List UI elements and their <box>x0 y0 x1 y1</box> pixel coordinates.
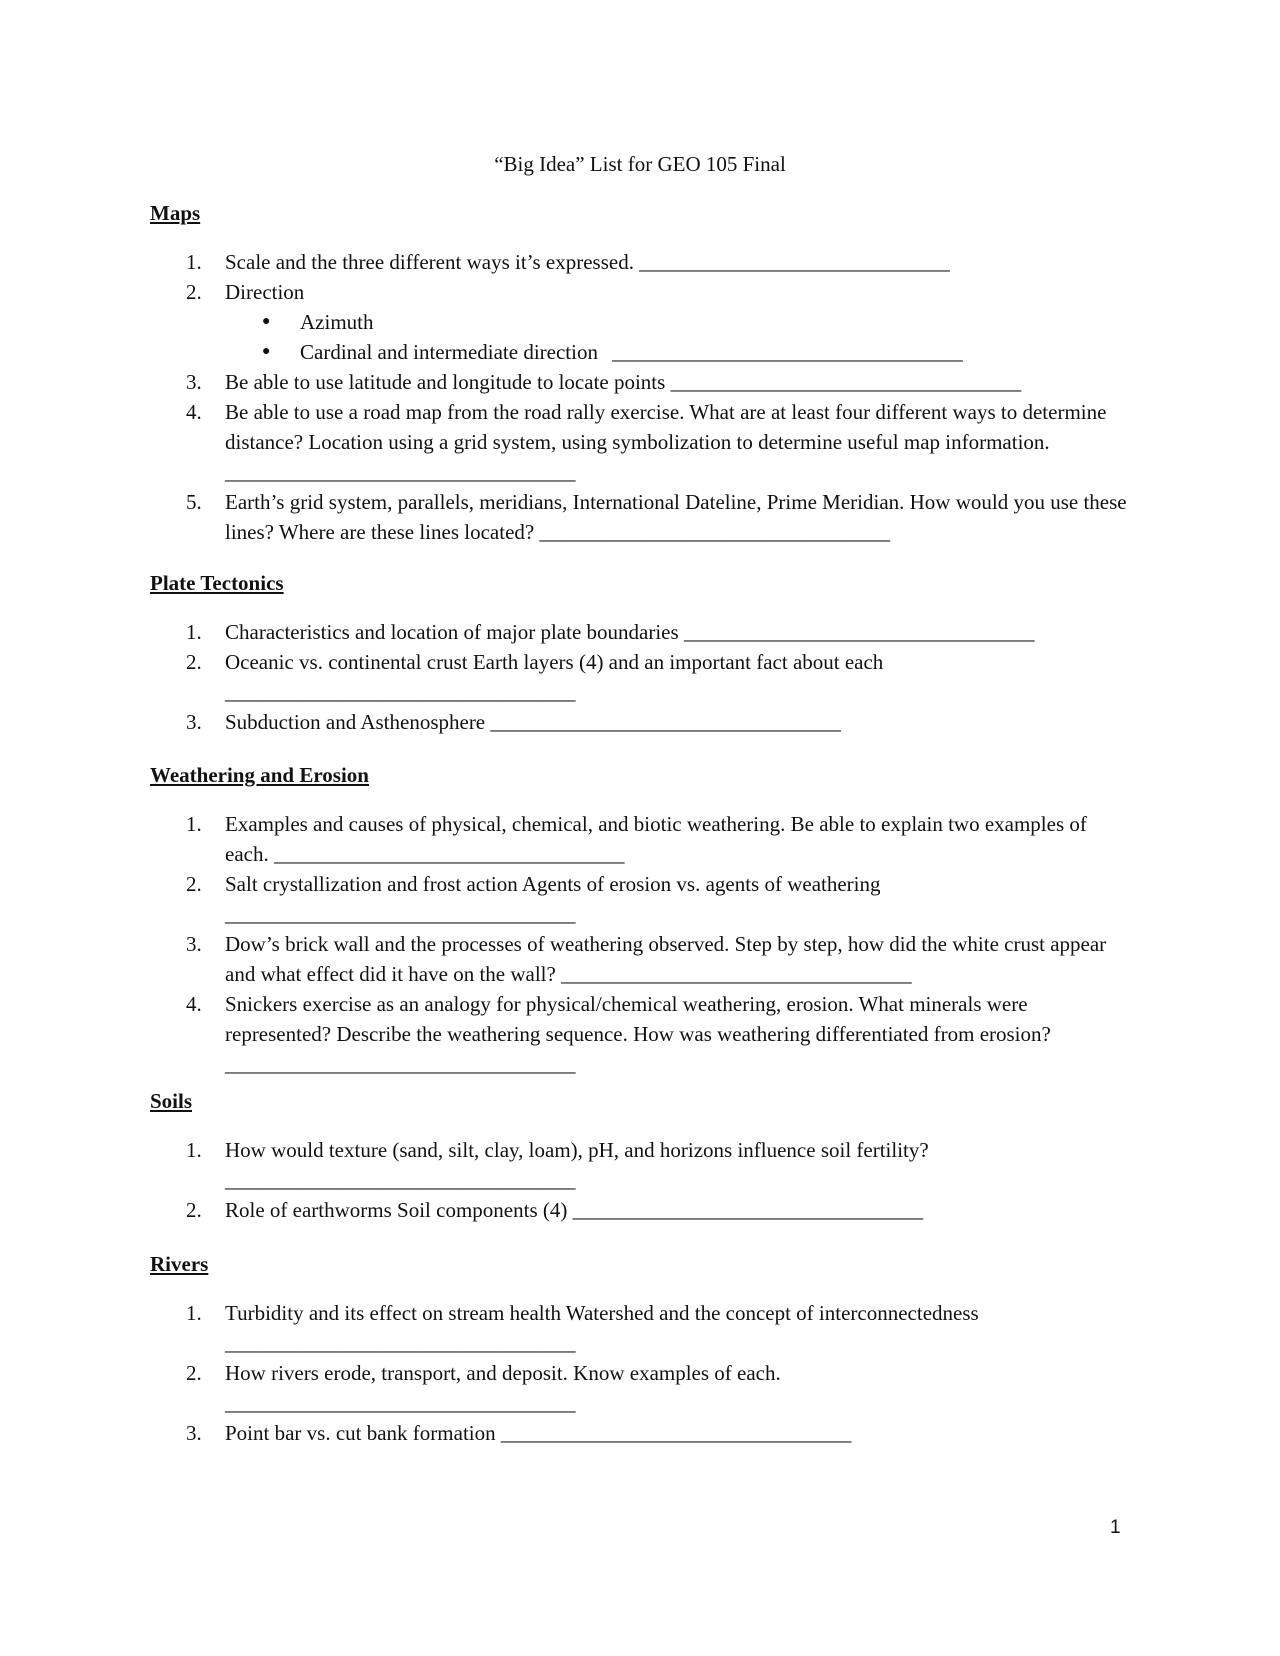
soils-list <box>150 1135 1130 1225</box>
answer-blank: ___________________________________ <box>539 520 890 544</box>
answer-blank: ___________________________________ <box>225 902 575 926</box>
item-number: 4. <box>186 992 202 1016</box>
answer-blank: ___________________________________ <box>490 710 841 734</box>
list-item <box>150 1298 1130 1358</box>
item-number: 1. <box>186 1301 202 1325</box>
answer-blank: _______________________________ <box>639 250 950 274</box>
item-text: Turbidity and its effect on stream health Watershed and the concept of interconnectedness <box>225 1301 979 1325</box>
item-text: Characteristics and location of major plate boundaries <box>225 620 684 644</box>
answer-blank: ___________________________________ <box>225 1331 575 1355</box>
section-heading-soils: Soils <box>150 1089 193 1113</box>
item-text: Snickers exercise as an analogy for physical/chemical weathering, erosion. What minerals were represented? Describe the weathering sequence. How was weathering differentiated from erosion? <box>225 992 1051 1046</box>
item-text: Be able to use a road map from the road rally exercise. What are at least four different ways to determine distance? Location using a grid system, using symbolization to determine useful map information. <box>225 400 1107 454</box>
answer-blank: ___________________________________ <box>225 460 575 484</box>
list-item <box>150 397 1130 487</box>
item-number: 2. <box>186 1198 202 1222</box>
item-number: 2. <box>186 650 202 674</box>
list-item <box>150 809 1130 869</box>
list-item <box>150 1135 1130 1195</box>
bullet-text: Cardinal and intermediate direction <box>300 340 598 364</box>
answer-blank: ___________________________________ <box>225 1391 575 1415</box>
item-number: 1. <box>186 620 202 644</box>
answer-blank: ___________________________________ <box>500 1421 851 1445</box>
answer-blank: ___________________________________ <box>572 1198 923 1222</box>
plate-tectonics-list <box>150 617 1130 737</box>
bullet-list <box>225 307 1130 367</box>
item-number: 1. <box>186 812 202 836</box>
page-title: “Big Idea” List for GEO 105 Final <box>494 152 786 176</box>
section-heading-plate-tectonics: Plate Tectonics <box>150 571 284 595</box>
item-number: 3. <box>186 710 202 734</box>
answer-blank: ___________________________________ <box>225 680 575 704</box>
list-item <box>150 277 1130 367</box>
item-text: How would texture (sand, silt, clay, loam), pH, and horizons influence soil fertility? <box>225 1138 929 1162</box>
item-number: 1. <box>186 250 202 274</box>
item-number: 4. <box>186 400 202 424</box>
item-number: 2. <box>186 1361 202 1385</box>
item-text: Direction <box>225 280 305 304</box>
rivers-list <box>150 1298 1130 1448</box>
answer-blank: ___________________________________ <box>670 370 1021 394</box>
bullet-text: Azimuth <box>300 310 374 334</box>
maps-list <box>150 247 1130 547</box>
item-number: 2. <box>186 280 202 304</box>
list-item <box>150 1418 1130 1448</box>
bullet-item <box>225 307 1130 337</box>
item-text: Subduction and Asthenosphere <box>225 710 491 734</box>
weathering-erosion-list <box>150 809 1130 1079</box>
item-number: 1. <box>186 1138 202 1162</box>
item-number: 5. <box>186 490 202 514</box>
list-item <box>150 869 1130 929</box>
item-text: Be able to use latitude and longitude to locate points <box>225 370 671 394</box>
answer-blank: ___________________________________ <box>225 1168 575 1192</box>
item-text: Salt crystallization and frost action Agents of erosion vs. agents of weathering <box>225 872 881 896</box>
list-item <box>150 989 1130 1079</box>
section-heading-maps: Maps <box>150 201 201 225</box>
list-item <box>150 1195 1130 1225</box>
item-number: 3. <box>186 1421 202 1445</box>
item-text: Earth’s grid system, parallels, meridians, International Dateline, Prime Meridian. How would you use these lines? Where are these lines located? <box>225 490 1127 544</box>
answer-blank: ___________________________________ <box>597 340 963 364</box>
page-number: 1 <box>1110 1517 1121 1538</box>
item-text: Point bar vs. cut bank formation <box>225 1421 501 1445</box>
list-item <box>150 487 1130 547</box>
item-text: Dow’s brick wall and the processes of weathering observed. Step by step, how did the white crust appear and what effect did it have on the wall? <box>225 932 1107 986</box>
list-item <box>150 647 1130 707</box>
list-item <box>150 929 1130 989</box>
item-text: How rivers erode, transport, and deposit. Know examples of each. <box>225 1361 781 1385</box>
answer-blank: ___________________________________ <box>225 1052 575 1076</box>
item-text: Scale and the three different ways it’s expressed. <box>225 250 640 274</box>
list-item <box>150 707 1130 737</box>
bullet-item <box>225 337 1130 367</box>
bullet-icon: ● <box>262 314 271 329</box>
list-item <box>150 367 1130 397</box>
item-text: Oceanic vs. continental crust Earth layers (4) and an important fact about each <box>225 650 884 674</box>
item-number: 3. <box>186 370 202 394</box>
item-text: Examples and causes of physical, chemical, and biotic weathering. Be able to explain two examples of each. <box>225 812 1087 866</box>
list-item <box>150 1358 1130 1418</box>
list-item <box>150 247 1130 277</box>
item-number: 2. <box>186 872 202 896</box>
list-item <box>150 617 1130 647</box>
item-number: 3. <box>186 932 202 956</box>
bullet-icon: ● <box>262 344 271 359</box>
section-heading-rivers: Rivers <box>150 1252 209 1276</box>
answer-blank: ___________________________________ <box>273 842 624 866</box>
answer-blank: ___________________________________ <box>561 962 912 986</box>
section-heading-weathering-erosion: Weathering and Erosion <box>150 763 369 787</box>
item-text: Role of earthworms Soil components (4) <box>225 1198 573 1222</box>
answer-blank: ___________________________________ <box>683 620 1034 644</box>
